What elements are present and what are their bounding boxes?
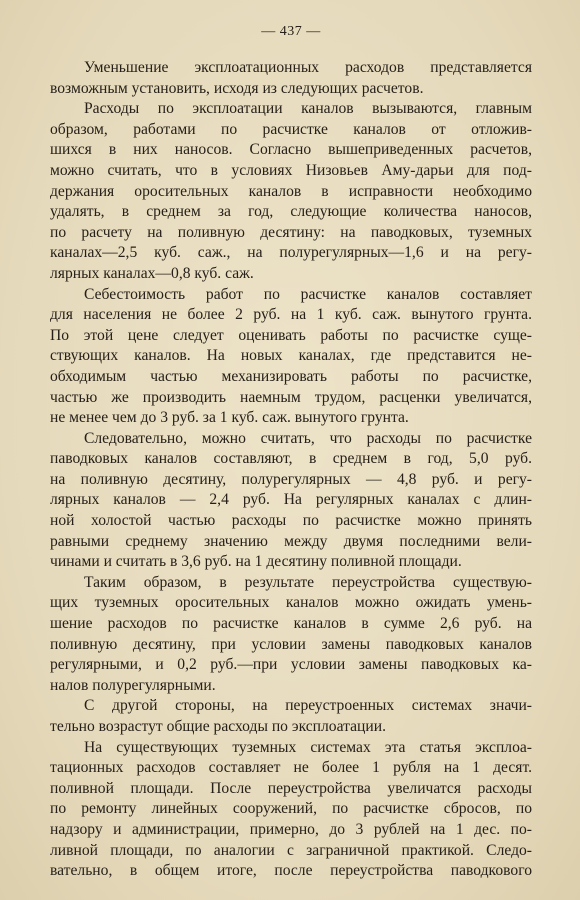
text-line: каналах—2,5 куб. саж., на полурегулярных—1,6 и на регу-	[50, 244, 532, 262]
text-line: ливной площади, по аналогии с заграничной практикой. Следо-	[50, 841, 532, 859]
text-line: шение расходов по расчистке каналов в сумме 2,6 руб. на	[50, 615, 532, 633]
text-line: надзору и администрации, примерно, до 3 рублей на 1 дес. по-	[50, 820, 532, 838]
text-line: регулярными, и 0,2 руб.—при условии замены паводковых ка-	[50, 656, 532, 674]
text-line: тельно возрастут общие расходы по эксплоатации.	[50, 718, 386, 735]
text-line: по расчету на поливную десятину: на паводковых, туземных	[50, 223, 532, 241]
text-line: Уменьшение эксплоатационных расходов представляется	[84, 59, 532, 76]
text-line: не менее чем до 3 руб. за 1 куб. саж. вынутого грунта.	[50, 409, 409, 427]
text-line: щих туземных оросительных каналов можно ожидать умень-	[50, 594, 532, 612]
text-line: налов полурегулярными.	[50, 676, 216, 694]
paragraph-2	[50, 99, 532, 284]
paragraph-1	[50, 58, 532, 99]
paragraph-5	[50, 573, 532, 697]
text-line: равными среднему значению между двумя последними вели-	[50, 532, 532, 550]
text-line: для населения не более 2 руб. на 1 куб. саж. вынутого грунта.	[50, 306, 532, 324]
text-line: Себестоимость работ по расчистке каналов составляет	[84, 285, 532, 303]
paragraph-7	[50, 738, 532, 882]
text-line: Следовательно, можно считать, что расходы по расчистке	[84, 429, 532, 447]
text-line: держания оросительных каналов в исправности необходимо	[50, 182, 532, 200]
text-line: шихся в них наносов. Согласно вышеприведенных расчетов,	[50, 141, 532, 159]
text-body	[50, 58, 532, 882]
text-line: поливную десятину, при условии замены паводковых каналов	[50, 635, 532, 653]
text-line: вательно, в общем итоге, после переустройства паводкового	[50, 862, 532, 880]
text-line: удалять, в среднем за год, следующие количества наносов,	[50, 203, 532, 221]
text-line: можно считать, что в условиях Низовьев Аму-дарьи для под-	[50, 161, 532, 179]
text-line: ствующих каналов. На новых каналах, где представится не-	[50, 347, 532, 365]
text-line: поливной площади. После переустройства увеличатся расходы	[50, 779, 532, 797]
text-line: возможным установить, исходя из следующих расчетов.	[50, 79, 424, 97]
text-line: тационных расходов составляет не более 1 рубля на 1 десят.	[50, 759, 532, 777]
text-line: С другой стороны, на переустроенных системах значи-	[84, 697, 532, 715]
text-line: лярных каналов — 2,4 руб. На регулярных каналах с длин-	[50, 491, 532, 509]
paragraph-6	[50, 696, 532, 737]
text-line: Таким образом, в результате переустройства существую-	[84, 573, 532, 591]
paragraph-3	[50, 285, 532, 429]
text-line: ной холостой частью расходы по расчистке можно принять	[50, 512, 532, 530]
text-line: на поливную десятину, полурегулярных — 4,8 руб. и регу-	[50, 470, 532, 488]
paragraph-4	[50, 429, 532, 573]
text-line: чинами и считать в 3,6 руб. на 1 десятину поливной площади.	[50, 553, 462, 571]
text-line: частью же производить наемным трудом, расценки увеличатся,	[50, 388, 532, 406]
text-line: паводковых каналов составляют, в среднем в год, 5,0 руб.	[50, 450, 532, 468]
text-line: обходимым частью механизировать работы по расчистке,	[50, 367, 532, 385]
text-line: На существующих туземных системах эта статья эксплоа-	[84, 738, 532, 756]
text-line: лярных каналах—0,8 куб. саж.	[50, 264, 254, 282]
page-number: — 437 —	[261, 24, 321, 39]
text-line: По этой цене следует оценивать работы по расчистке суще-	[50, 326, 532, 344]
text-line: по ремонту линейных сооружений, по расчистке сбросов, по	[50, 800, 532, 818]
text-line: Расходы по эксплоатации каналов вызываются, главным	[84, 100, 532, 118]
text-line: образом, работами по расчистке каналов от отложив-	[50, 120, 532, 138]
